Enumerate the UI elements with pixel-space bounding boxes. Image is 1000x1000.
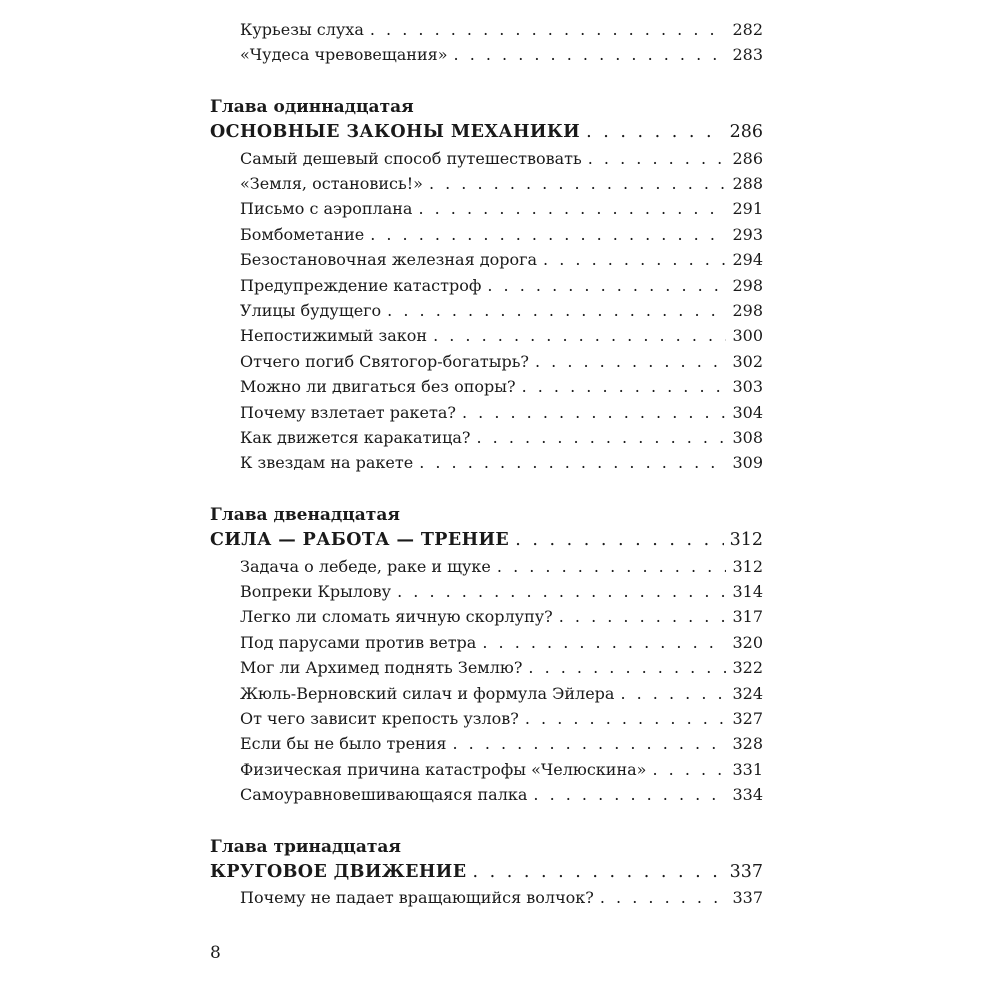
entry-page: 288 xyxy=(732,174,763,194)
entry-page: 304 xyxy=(732,402,763,422)
dot-leader xyxy=(454,42,727,67)
entry-page: 331 xyxy=(732,759,763,779)
dot-leader xyxy=(462,400,726,425)
toc-entry xyxy=(210,400,763,425)
dot-leader xyxy=(620,681,726,706)
dot-leader xyxy=(515,528,723,553)
entry-page: 298 xyxy=(732,275,763,295)
toc-entry xyxy=(210,247,763,272)
dot-leader xyxy=(588,146,727,171)
dot-leader xyxy=(370,222,726,247)
entry-page: 328 xyxy=(732,734,763,754)
toc-entry xyxy=(210,273,763,298)
entry-title: Бомбометание xyxy=(240,224,365,244)
entry-title: Как движется каракатица? xyxy=(240,427,471,447)
toc-entry xyxy=(210,681,763,706)
dot-leader xyxy=(497,554,727,579)
entry-page: 309 xyxy=(732,453,763,473)
dot-leader xyxy=(559,604,727,629)
dot-leader xyxy=(525,706,727,731)
section-title: КРУГОВОЕ ДВИЖЕНИЕ xyxy=(210,862,467,883)
toc-entry xyxy=(210,655,763,680)
entry-title: Отчего погиб Святогор-богатырь? xyxy=(240,351,529,371)
entry-page: 314 xyxy=(732,582,763,602)
toc-entry xyxy=(210,196,763,221)
dot-leader xyxy=(522,374,727,399)
dot-leader xyxy=(433,323,726,348)
dot-leader xyxy=(487,273,726,298)
dot-leader xyxy=(418,196,726,221)
entry-title: От чего зависит крепость узлов? xyxy=(240,708,519,728)
section-title: ОСНОВНЫЕ ЗАКОНЫ МЕХАНИКИ xyxy=(210,122,581,143)
toc-entry xyxy=(210,604,763,629)
section-title-row xyxy=(210,120,763,145)
toc-entry xyxy=(210,554,763,579)
entry-page: 303 xyxy=(732,377,763,397)
entry-page: 317 xyxy=(732,607,763,627)
entry-title: Под парусами против ветра xyxy=(240,632,477,652)
dot-leader xyxy=(419,450,726,475)
entry-title: Самоуравновешивающаяся палка xyxy=(240,785,528,805)
entry-page: 334 xyxy=(732,785,763,805)
entry-page: 298 xyxy=(732,301,763,321)
toc-entry xyxy=(210,630,763,655)
toc-entry xyxy=(210,222,763,247)
dot-leader xyxy=(535,349,726,374)
section-title: СИЛА — РАБОТА — ТРЕНИЕ xyxy=(210,530,510,551)
entry-title: Безостановочная железная дорога xyxy=(240,250,538,270)
toc-entry xyxy=(210,425,763,450)
continued-entries xyxy=(210,17,763,68)
entry-page: 286 xyxy=(732,148,763,168)
entry-title: Задача о лебеде, раке и щуке xyxy=(240,556,491,576)
toc-entry xyxy=(210,782,763,807)
dot-leader xyxy=(397,579,726,604)
entry-page: 324 xyxy=(732,683,763,703)
toc-entry xyxy=(210,579,763,604)
dot-leader xyxy=(528,655,726,680)
toc-entry xyxy=(210,885,763,910)
entry-title: Физическая причина катастрофы «Челюскина» xyxy=(240,759,647,779)
section-title-row xyxy=(210,860,763,885)
toc-entry xyxy=(210,146,763,171)
entry-title: «Земля, остановись!» xyxy=(240,174,423,194)
entry-page: 320 xyxy=(732,632,763,652)
entry-page: 312 xyxy=(732,556,763,576)
toc-entry xyxy=(210,757,763,782)
entry-page: 293 xyxy=(732,224,763,244)
section-page: 337 xyxy=(729,862,763,883)
toc-entry xyxy=(210,171,763,196)
dot-leader xyxy=(387,298,726,323)
entry-title: Самый дешевый способ путешествовать xyxy=(240,148,582,168)
entry-title: «Чудеса чревовещания» xyxy=(240,45,448,65)
section-page: 286 xyxy=(729,122,763,143)
toc-entry xyxy=(210,374,763,399)
toc-entry xyxy=(210,349,763,374)
entry-page: 302 xyxy=(732,351,763,371)
section-page: 312 xyxy=(729,530,763,551)
table-of-contents xyxy=(210,17,763,938)
dot-leader xyxy=(543,247,726,272)
entry-title: Письмо с аэроплана xyxy=(240,199,413,219)
entry-page: 327 xyxy=(732,708,763,728)
section-title-row xyxy=(210,528,763,553)
entry-title: Почему взлетает ракета? xyxy=(240,402,456,422)
dot-leader xyxy=(370,17,727,42)
dot-leader xyxy=(429,171,727,196)
dot-leader xyxy=(452,731,726,756)
page-number: 8 xyxy=(210,943,221,963)
entry-page: 291 xyxy=(732,199,763,219)
dot-leader xyxy=(533,782,726,807)
entry-title: Можно ли двигаться без опоры? xyxy=(240,377,516,397)
entry-title: Легко ли сломать яичную скорлупу? xyxy=(240,607,553,627)
entry-title: Жюль-Верновский силач и формула Эйлера xyxy=(240,683,615,703)
entry-title: Непостижимый закон xyxy=(240,326,428,346)
entry-title: Почему не падает вращающийся волчок? xyxy=(240,888,594,908)
dot-leader xyxy=(586,120,724,145)
dot-leader xyxy=(600,885,727,910)
toc-entry xyxy=(210,17,763,42)
entry-page: 322 xyxy=(732,658,763,678)
dot-leader xyxy=(477,425,727,450)
chapter-13 xyxy=(210,835,763,911)
toc-entry xyxy=(210,323,763,348)
entry-title: Мог ли Архимед поднять Землю? xyxy=(240,658,523,678)
entry-page: 308 xyxy=(732,427,763,447)
toc-entry xyxy=(210,42,763,67)
chapter-12 xyxy=(210,503,763,808)
toc-entry xyxy=(210,731,763,756)
entry-title: Улицы будущего xyxy=(240,301,382,321)
entry-page: 283 xyxy=(732,45,763,65)
toc-entry xyxy=(210,706,763,731)
entry-page: 282 xyxy=(732,20,763,39)
chapter-heading: Глава тринадцатая xyxy=(210,836,401,857)
entry-title: Предупреждение катастроф xyxy=(240,275,482,295)
entry-page: 294 xyxy=(732,250,763,270)
entry-title: К звездам на ракете xyxy=(240,453,414,473)
toc-entry xyxy=(210,298,763,323)
chapter-11 xyxy=(210,95,763,476)
entry-page: 337 xyxy=(732,888,763,908)
entry-title: Курьезы слуха xyxy=(240,20,364,39)
dot-leader xyxy=(482,630,726,655)
dot-leader xyxy=(472,860,723,885)
entry-page: 300 xyxy=(732,326,763,346)
toc-entry xyxy=(210,450,763,475)
entry-title: Если бы не было трения xyxy=(240,734,447,754)
entry-title: Вопреки Крылову xyxy=(240,582,392,602)
chapter-heading: Глава одиннадцатая xyxy=(210,96,414,117)
dot-leader xyxy=(652,757,726,782)
chapter-heading: Глава двенадцатая xyxy=(210,504,400,525)
